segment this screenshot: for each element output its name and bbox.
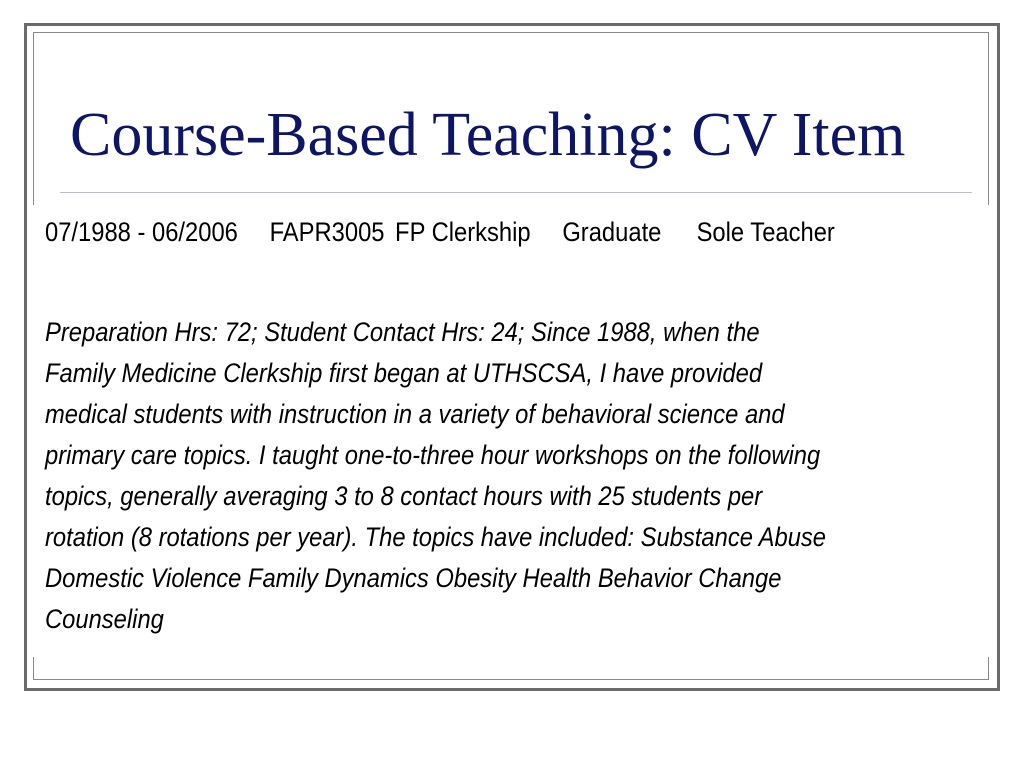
description-line: Family Medicine Clerkship first began at UTHSCSA, I have provided [45,358,763,388]
description-line: rotation (8 rotations per year). The topics have included: Substance Abuse [45,522,827,552]
course-name: FP Clerkship [395,217,531,247]
description-line: Preparation Hrs: 72; Student Contact Hrs: 24; Since 1988, when the [45,317,760,347]
course-code: FAPR3005 [269,217,385,247]
course-level: Graduate [562,217,662,247]
course-dates: 07/1988 - 06/2006 [45,217,238,247]
slide-title: Course-Based Teaching: CV Item [70,101,906,169]
description-line: Counseling [45,604,164,634]
course-role: Sole Teacher [696,217,835,247]
course-entry-line [45,216,835,248]
description-line: medical students with instruction in a variety of behavioral science and [45,399,785,429]
description-line: Domestic Violence Family Dynamics Obesity Health Behavior Change [45,563,782,593]
description-line: topics, generally averaging 3 to 8 contact hours with 25 students per [45,481,763,511]
title-divider [60,192,972,193]
description-line: primary care topics. I taught one-to-three hour workshops on the following [45,440,821,470]
course-description [45,312,978,640]
